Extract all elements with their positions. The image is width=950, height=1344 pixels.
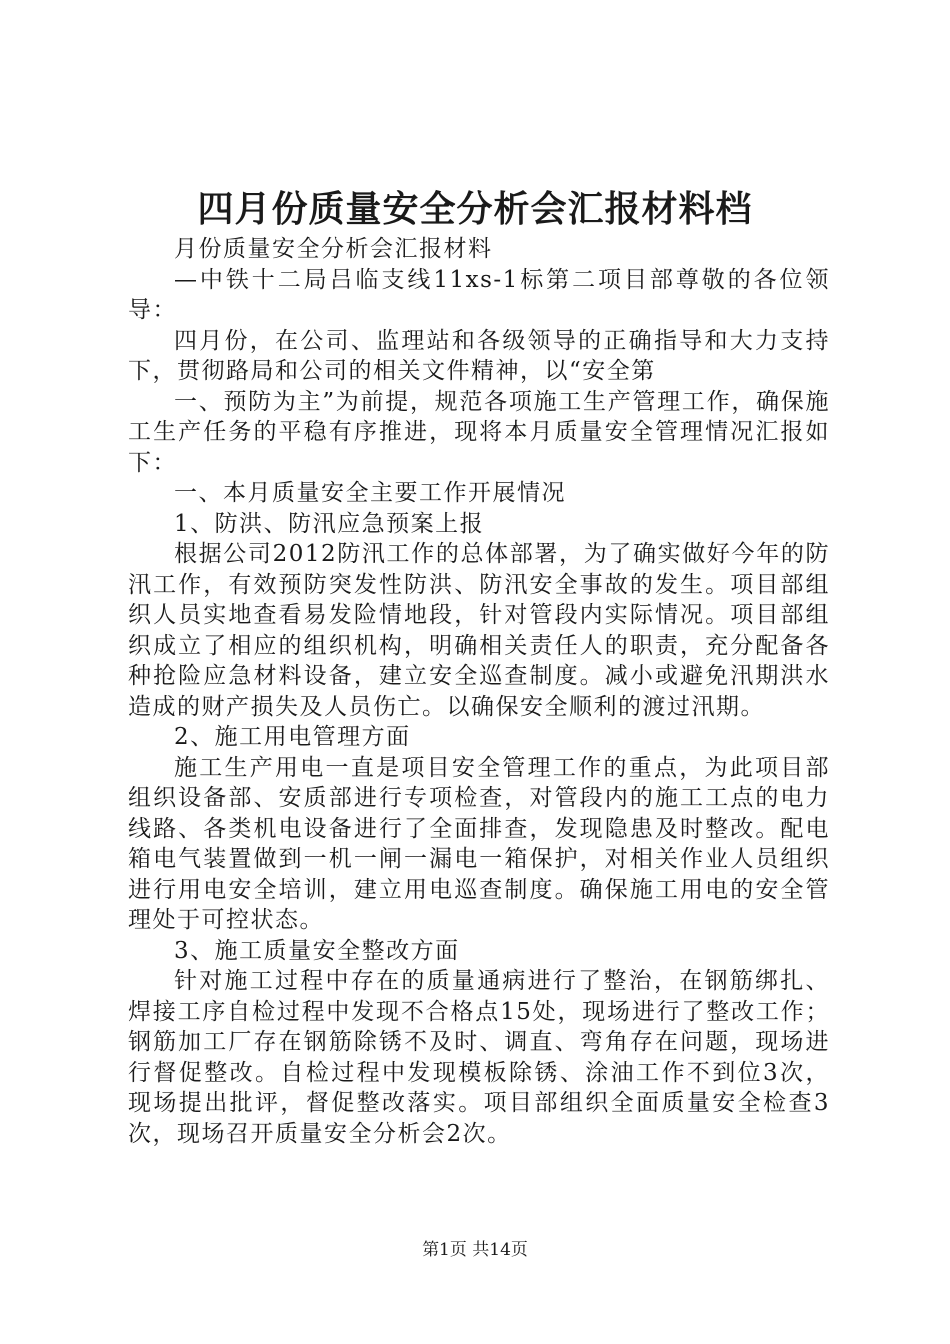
subsection-heading: 1、防洪、防汛应急预案上报 <box>174 510 485 537</box>
paragraph: —中铁十二局吕临支线11xs-1标第二项目部尊敬的各位领导： <box>128 266 830 323</box>
paragraph: 施工生产用电一直是项目安全管理工作的重点，为此项目部组织设备部、安质部进行专项检查，对管段内的施工工点的电力线路、各类机电设备进行了全面排查，发现隐患及时整改。配电箱电气装置做到一机一闸一漏电一箱保护，对相关作业人员组织进行用电安全培训，建立用电巡查制度。确保施工用电的安全管理处于可控状态。 <box>128 754 830 933</box>
subsection-heading: 3、施工质量安全整改方面 <box>174 937 460 964</box>
document-body <box>128 234 830 1149</box>
document-title: 四月份质量安全分析会汇报材料档 <box>197 189 753 230</box>
subsection-heading: 2、施工用电管理方面 <box>174 724 411 750</box>
section-heading: 一、本月质量安全主要工作开展情况 <box>174 480 566 506</box>
paragraph: 一、预防为主”为前提，规范各项施工生产管理工作，确保施工生产任务的平稳有序推进，现将本月质量安全管理情况汇报如下： <box>128 388 830 476</box>
paragraph: 针对施工过程中存在的质量通病进行了整治，在钢筋绑扎、焊接工序自检过程中发现不合格点15处，现场进行了整改工作；钢筋加工厂存在钢筋除锈不及时、调直、弯角存在问题，现场进行督促整改。自检过程中发现模板除锈、涂油工作不到位3次，现场提出批评，督促整改落实。项目部组织全面质量安全检查3次，现场召开质量安全分析会2次。 <box>128 968 830 1147</box>
paragraph: 月份质量安全分析会汇报材料 <box>174 236 493 262</box>
paragraph: 四月份，在公司、监理站和各级领导的正确指导和大力支持下，贯彻路局和公司的相关文件精神，以“安全第 <box>128 327 830 384</box>
paragraph: 根据公司2012防汛工作的总体部署，为了确实做好今年的防汛工作，有效预防突发性防洪、防汛安全事故的发生。项目部组织人员实地查看易发险情地段，针对管段内实际情况。项目部组织成立了相应的组织机构，明确相关责任人的职责，充分配备各种抢险应急材料设备，建立安全巡查制度。减小或避免汛期洪水造成的财产损失及人员伤亡。以确保安全顺利的渡过汛期。 <box>128 541 830 720</box>
page-number-footer: 第1页 共14页 <box>422 1240 528 1260</box>
